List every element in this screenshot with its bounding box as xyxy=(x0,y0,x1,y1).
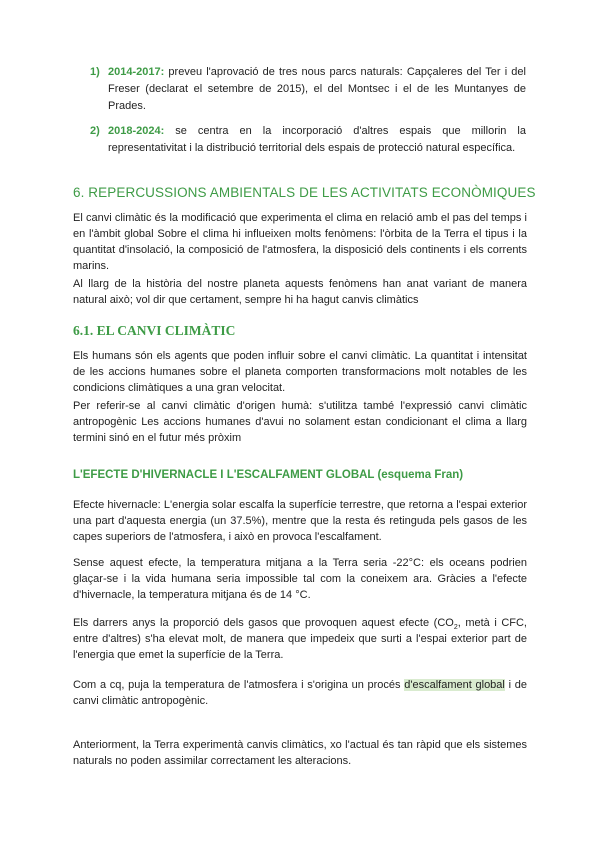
section-6-1-paragraph-1: Els humans són els agents que poden influir sobre el canvi climàtic. La quantitat i intensitat de les accions humanes sobre el planeta comporten transformacions molt notables de les condicions climàtiques a una gran velocitat. xyxy=(73,350,527,394)
numbered-list xyxy=(0,64,600,157)
list-text: se centra en la incorporació d'altres espais que millorin la representativitat i la distribució territorial dels espais de protecció natural específica. xyxy=(108,125,526,154)
list-years: 2018-2024: xyxy=(108,125,165,137)
section-6-1-paragraph-2: Per referir-se al canvi climàtic d'origen humà: s'utilitza també l'expressió canvi climàtic antropogènic Les accions humanes d'avui no solament estan condicionant el clima a llarg termini sinó en el futur més pròxim xyxy=(73,400,527,444)
greenhouse-paragraph-2: Sense aquest efecte, la temperatura mitjana a la Terra seria -22°C: els oceans podrien glaçar-se i la vida humana seria impossible tal com la coneixem ara. Gràcies a l'efecte d'hivernacle, la temperatura mitjana és de 14 °C. xyxy=(73,557,527,601)
p4-text-end: i de canvi climàtic antropogènic. xyxy=(73,679,527,707)
list-number: 2) xyxy=(90,125,100,137)
list-item xyxy=(0,123,600,157)
section-6-paragraph-1: El canvi climàtic és la modificació que experimenta el clima en relació amb el pas del temps i en l'àmbit global Sobre el clima hi influeixen molts fenòmens: l'òrbita de la Terra el tipus i la quantitat d'insolació, la composició de l'atmosfera, la disposició dels continents i els corrents marins. xyxy=(73,212,527,272)
co2-subscript: 2 xyxy=(453,624,458,632)
greenhouse-paragraph-1: Efecte hivernacle: L'energia solar escalfa la superfície terrestre, que retorna a l'espai exterior una part d'aquesta energia (un 37.5%), mentre que la resta és retinguda pels gasos de les capes superiors de l'atmosfera, i això en provoca l'escalfament. xyxy=(73,499,527,543)
greenhouse-heading: L'EFECTE D'HIVERNACLE I L'ESCALFAMENT GLOBAL (esquema Fran) xyxy=(73,469,464,481)
list-number: 1) xyxy=(90,66,100,78)
highlighted-term: d'escalfament global xyxy=(404,679,505,691)
list-item xyxy=(0,64,600,115)
list-text: preveu l'aprovació de tres nous parcs naturals: Capçaleres del Ter i del Freser (declarat el setembre de 2015), el del Montsec i el de les Muntanyes de Prades. xyxy=(108,66,526,112)
greenhouse-paragraph-5: Anteriorment, la Terra experimentà canvis climàtics, xo l'actual és tan ràpid que els sistemes naturals no poden assimilar correctament les alteracions. xyxy=(73,739,527,767)
p3-text-end: , metà i CFC, entre d'altres) s'ha elevat molt, de manera que impedeix que surti a l'espai exterior part de l'energia que emet la superfície de la Terra. xyxy=(73,617,527,661)
section-6-heading: 6. REPERCUSSIONS AMBIENTALS DE LES ACTIVITATS ECONÒMIQUES xyxy=(73,185,536,200)
p4-text-start: Com a cq, puja la temperatura de l'atmosfera i s'origina un procés xyxy=(73,679,405,691)
section-6-1-heading: 6.1. EL CANVI CLIMÀTIC xyxy=(73,323,236,338)
greenhouse-paragraph-4 xyxy=(73,677,527,709)
section-6-paragraph-2: Al llarg de la història del nostre planeta aquests fenòmens han anat variant de manera natural això; vol dir que certament, sempre hi ha hagut canvis climàtics xyxy=(73,278,527,306)
greenhouse-paragraph-3 xyxy=(73,615,527,663)
p3-text-start: Els darrers anys la proporció dels gasos que provoquen aquest efecte (CO xyxy=(73,617,454,629)
list-years: 2014-2017: xyxy=(108,66,165,78)
